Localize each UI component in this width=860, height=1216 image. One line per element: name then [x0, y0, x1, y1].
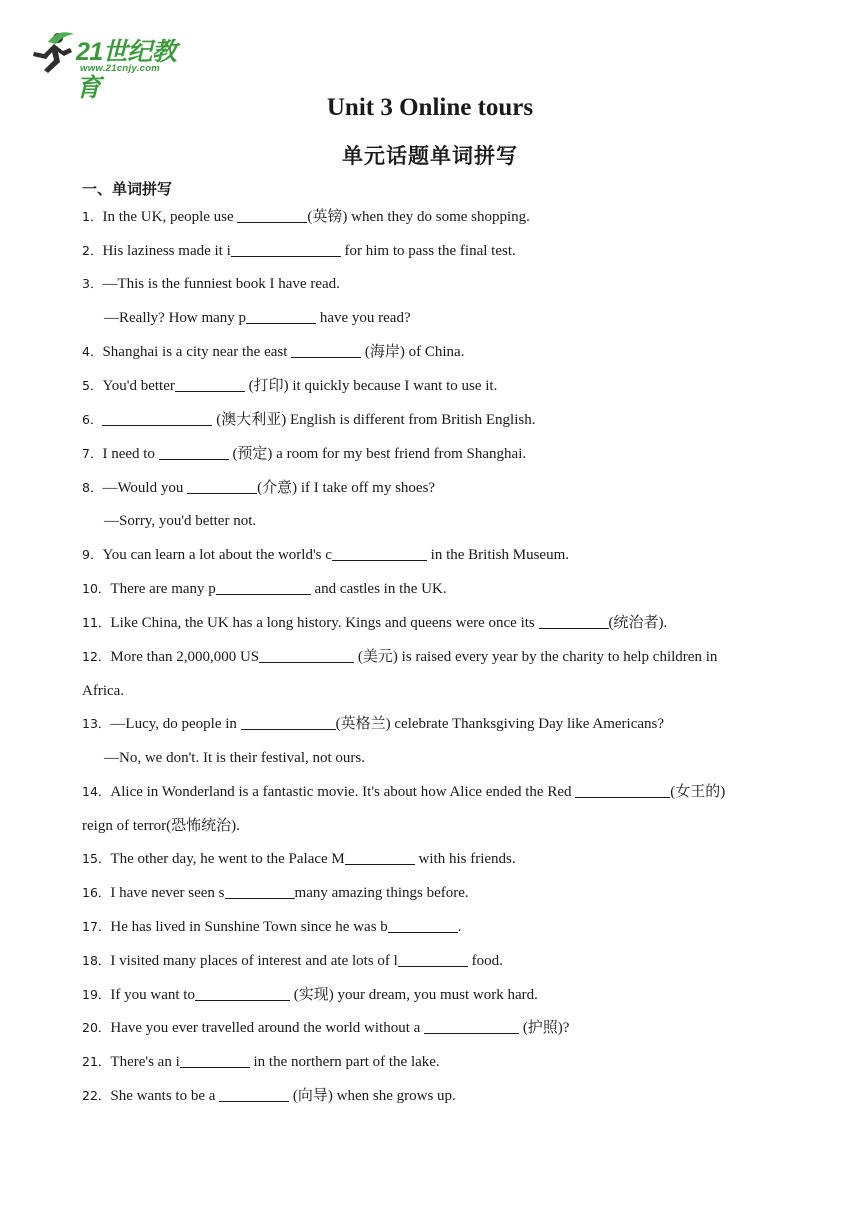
question-12: [82, 646, 782, 668]
question-number: 13．: [82, 716, 111, 731]
question-text: (预定) a room for my best friend from Shanghai.: [228, 446, 527, 462]
question-7: [82, 443, 782, 465]
question-19: [82, 984, 782, 1006]
question-text: I have never seen s: [110, 885, 225, 901]
question-number: 1．: [82, 209, 103, 224]
question-18: [82, 950, 782, 972]
question-number: 4．: [82, 344, 103, 359]
question-3: [82, 273, 782, 295]
question-text: (向导) when she grows up.: [289, 1088, 456, 1104]
question-2: [82, 240, 782, 262]
question-13-continued: [104, 747, 804, 769]
question-number: 19．: [82, 987, 111, 1002]
answer-blank[interactable]: [345, 849, 415, 865]
answer-blank[interactable]: [259, 647, 354, 663]
answer-blank[interactable]: [159, 444, 229, 460]
question-number: 6．: [82, 412, 103, 427]
question-number: 5．: [82, 378, 103, 393]
answer-blank[interactable]: [388, 917, 458, 933]
question-1: [82, 206, 782, 228]
question-text: for him to pass the final test.: [340, 243, 516, 259]
question-3-continued: [104, 307, 804, 329]
question-text: (美元) is raised every year by the charity to help children in: [354, 649, 718, 665]
question-6: [82, 409, 782, 431]
logo-wordmark: 21世纪教育: [76, 38, 177, 102]
question-text: in the northern part of the lake.: [249, 1054, 440, 1070]
question-text: I visited many places of interest and ate lots of l: [110, 953, 398, 969]
question-9: [82, 544, 782, 566]
question-text: —This is the funniest book I have read.: [102, 276, 340, 292]
question-text: —Lucy, do people in: [110, 716, 241, 732]
question-number: 21．: [82, 1054, 111, 1069]
question-text: He has lived in Sunshine Town since he was b: [110, 919, 388, 935]
question-text: If you want to: [110, 987, 195, 1003]
question-text: —Really? How many p: [104, 310, 247, 326]
question-number: 11．: [82, 615, 111, 630]
question-number: 3．: [82, 276, 103, 291]
question-text: In the UK, people use: [102, 209, 238, 225]
site-logo: [28, 30, 198, 102]
question-text: —No, we don't. It is their festival, not ours.: [104, 750, 365, 766]
answer-blank[interactable]: [237, 207, 307, 223]
question-text: (女王的): [670, 784, 726, 800]
section-heading: 一、单词拼写: [82, 180, 173, 198]
question-15: [82, 848, 782, 870]
question-number: 9．: [82, 547, 103, 562]
question-text: Shanghai is a city near the east: [102, 344, 292, 360]
question-text: (澳大利亚) English is different from British English.: [212, 412, 536, 428]
answer-blank[interactable]: [398, 951, 468, 967]
question-text: I need to: [102, 446, 159, 462]
question-10: [82, 578, 782, 600]
answer-blank[interactable]: [195, 985, 290, 1001]
answer-blank[interactable]: [187, 478, 257, 494]
answer-blank[interactable]: [241, 714, 336, 730]
runner-logo-icon: [28, 30, 76, 74]
question-text: —Sorry, you'd better not.: [104, 513, 257, 529]
question-text: You can learn a lot about the world's c: [102, 547, 332, 563]
question-17: [82, 916, 782, 938]
question-text: (海岸) of China.: [361, 344, 465, 360]
question-text: There's an i: [110, 1054, 180, 1070]
answer-blank[interactable]: [219, 1086, 289, 1102]
question-text: (统治者).: [608, 615, 668, 631]
question-number: 22．: [82, 1088, 111, 1103]
answer-blank[interactable]: [175, 376, 245, 392]
question-20: [82, 1017, 782, 1039]
question-text: (英格兰) celebrate Thanksgiving Day like Americans?: [335, 716, 665, 732]
answer-blank[interactable]: [575, 782, 670, 798]
question-number: 17．: [82, 919, 111, 934]
question-number: 8．: [82, 480, 103, 495]
question-text: and castles in the UK.: [310, 581, 447, 597]
answer-blank[interactable]: [246, 308, 316, 324]
question-text: —Would you: [102, 480, 188, 496]
question-number: 10．: [82, 581, 111, 596]
question-text: Like China, the UK has a long history. Kings and queens were once its: [110, 615, 539, 631]
question-text: many amazing things before.: [294, 885, 469, 901]
question-text: His laziness made it i: [102, 243, 231, 259]
question-text: have you read?: [316, 310, 411, 326]
answer-blank[interactable]: [332, 545, 427, 561]
question-text: (打印) it quickly because I want to use it.: [244, 378, 498, 394]
question-4: [82, 341, 782, 363]
question-text: More than 2,000,000 US: [110, 649, 260, 665]
answer-blank[interactable]: [539, 613, 609, 629]
question-14: [82, 781, 782, 803]
answer-blank[interactable]: [231, 241, 341, 257]
question-text: food.: [467, 953, 503, 969]
answer-blank[interactable]: [424, 1018, 519, 1034]
question-number: 12．: [82, 649, 111, 664]
question-text: (英镑) when they do some shopping.: [307, 209, 530, 225]
question-number: 7．: [82, 446, 103, 461]
question-number: 18．: [82, 953, 111, 968]
question-number: 20．: [82, 1020, 111, 1035]
question-8-continued: [104, 510, 804, 532]
question-number: 2．: [82, 243, 103, 258]
question-22: [82, 1085, 782, 1107]
question-text: (介意) if I take off my shoes?: [257, 480, 436, 496]
answer-blank[interactable]: [291, 342, 361, 358]
page-title: Unit 3 Online tours: [326, 94, 534, 121]
question-text: with his friends.: [414, 851, 516, 867]
question-13: [82, 713, 782, 735]
question-21: [82, 1051, 782, 1073]
question-text: in the British Museum.: [426, 547, 570, 563]
question-text: reign of terror(恐怖统治).: [82, 818, 240, 834]
question-8: [82, 477, 782, 499]
question-text: There are many p: [110, 581, 216, 597]
question-text: Have you ever travelled around the world without a: [110, 1020, 425, 1036]
answer-blank[interactable]: [225, 883, 295, 899]
answer-blank[interactable]: [180, 1052, 250, 1068]
answer-blank[interactable]: [102, 410, 212, 426]
page-subtitle: 单元话题单词拼写: [342, 144, 518, 168]
answer-blank[interactable]: [216, 579, 311, 595]
question-text: Alice in Wonderland is a fantastic movie. It's about how Alice ended the Red: [110, 784, 576, 800]
question-text: The other day, he went to the Palace M: [110, 851, 345, 867]
question-text: She wants to be a: [110, 1088, 220, 1104]
question-16: [82, 882, 782, 904]
question-11: [82, 612, 782, 634]
question-number: 15．: [82, 851, 111, 866]
question-text: Africa.: [82, 683, 125, 699]
question-number: 16．: [82, 885, 111, 900]
question-12-continued: [82, 680, 782, 702]
question-text: .: [457, 919, 462, 935]
question-text: You'd better: [102, 378, 175, 394]
question-number: 14．: [82, 784, 111, 799]
logo-url: www.21cnjy.com: [80, 63, 161, 74]
question-5: [82, 375, 782, 397]
question-14-continued: [82, 815, 782, 837]
question-text: (护照)?: [519, 1020, 570, 1036]
question-text: (实现) your dream, you must work hard.: [289, 987, 538, 1003]
